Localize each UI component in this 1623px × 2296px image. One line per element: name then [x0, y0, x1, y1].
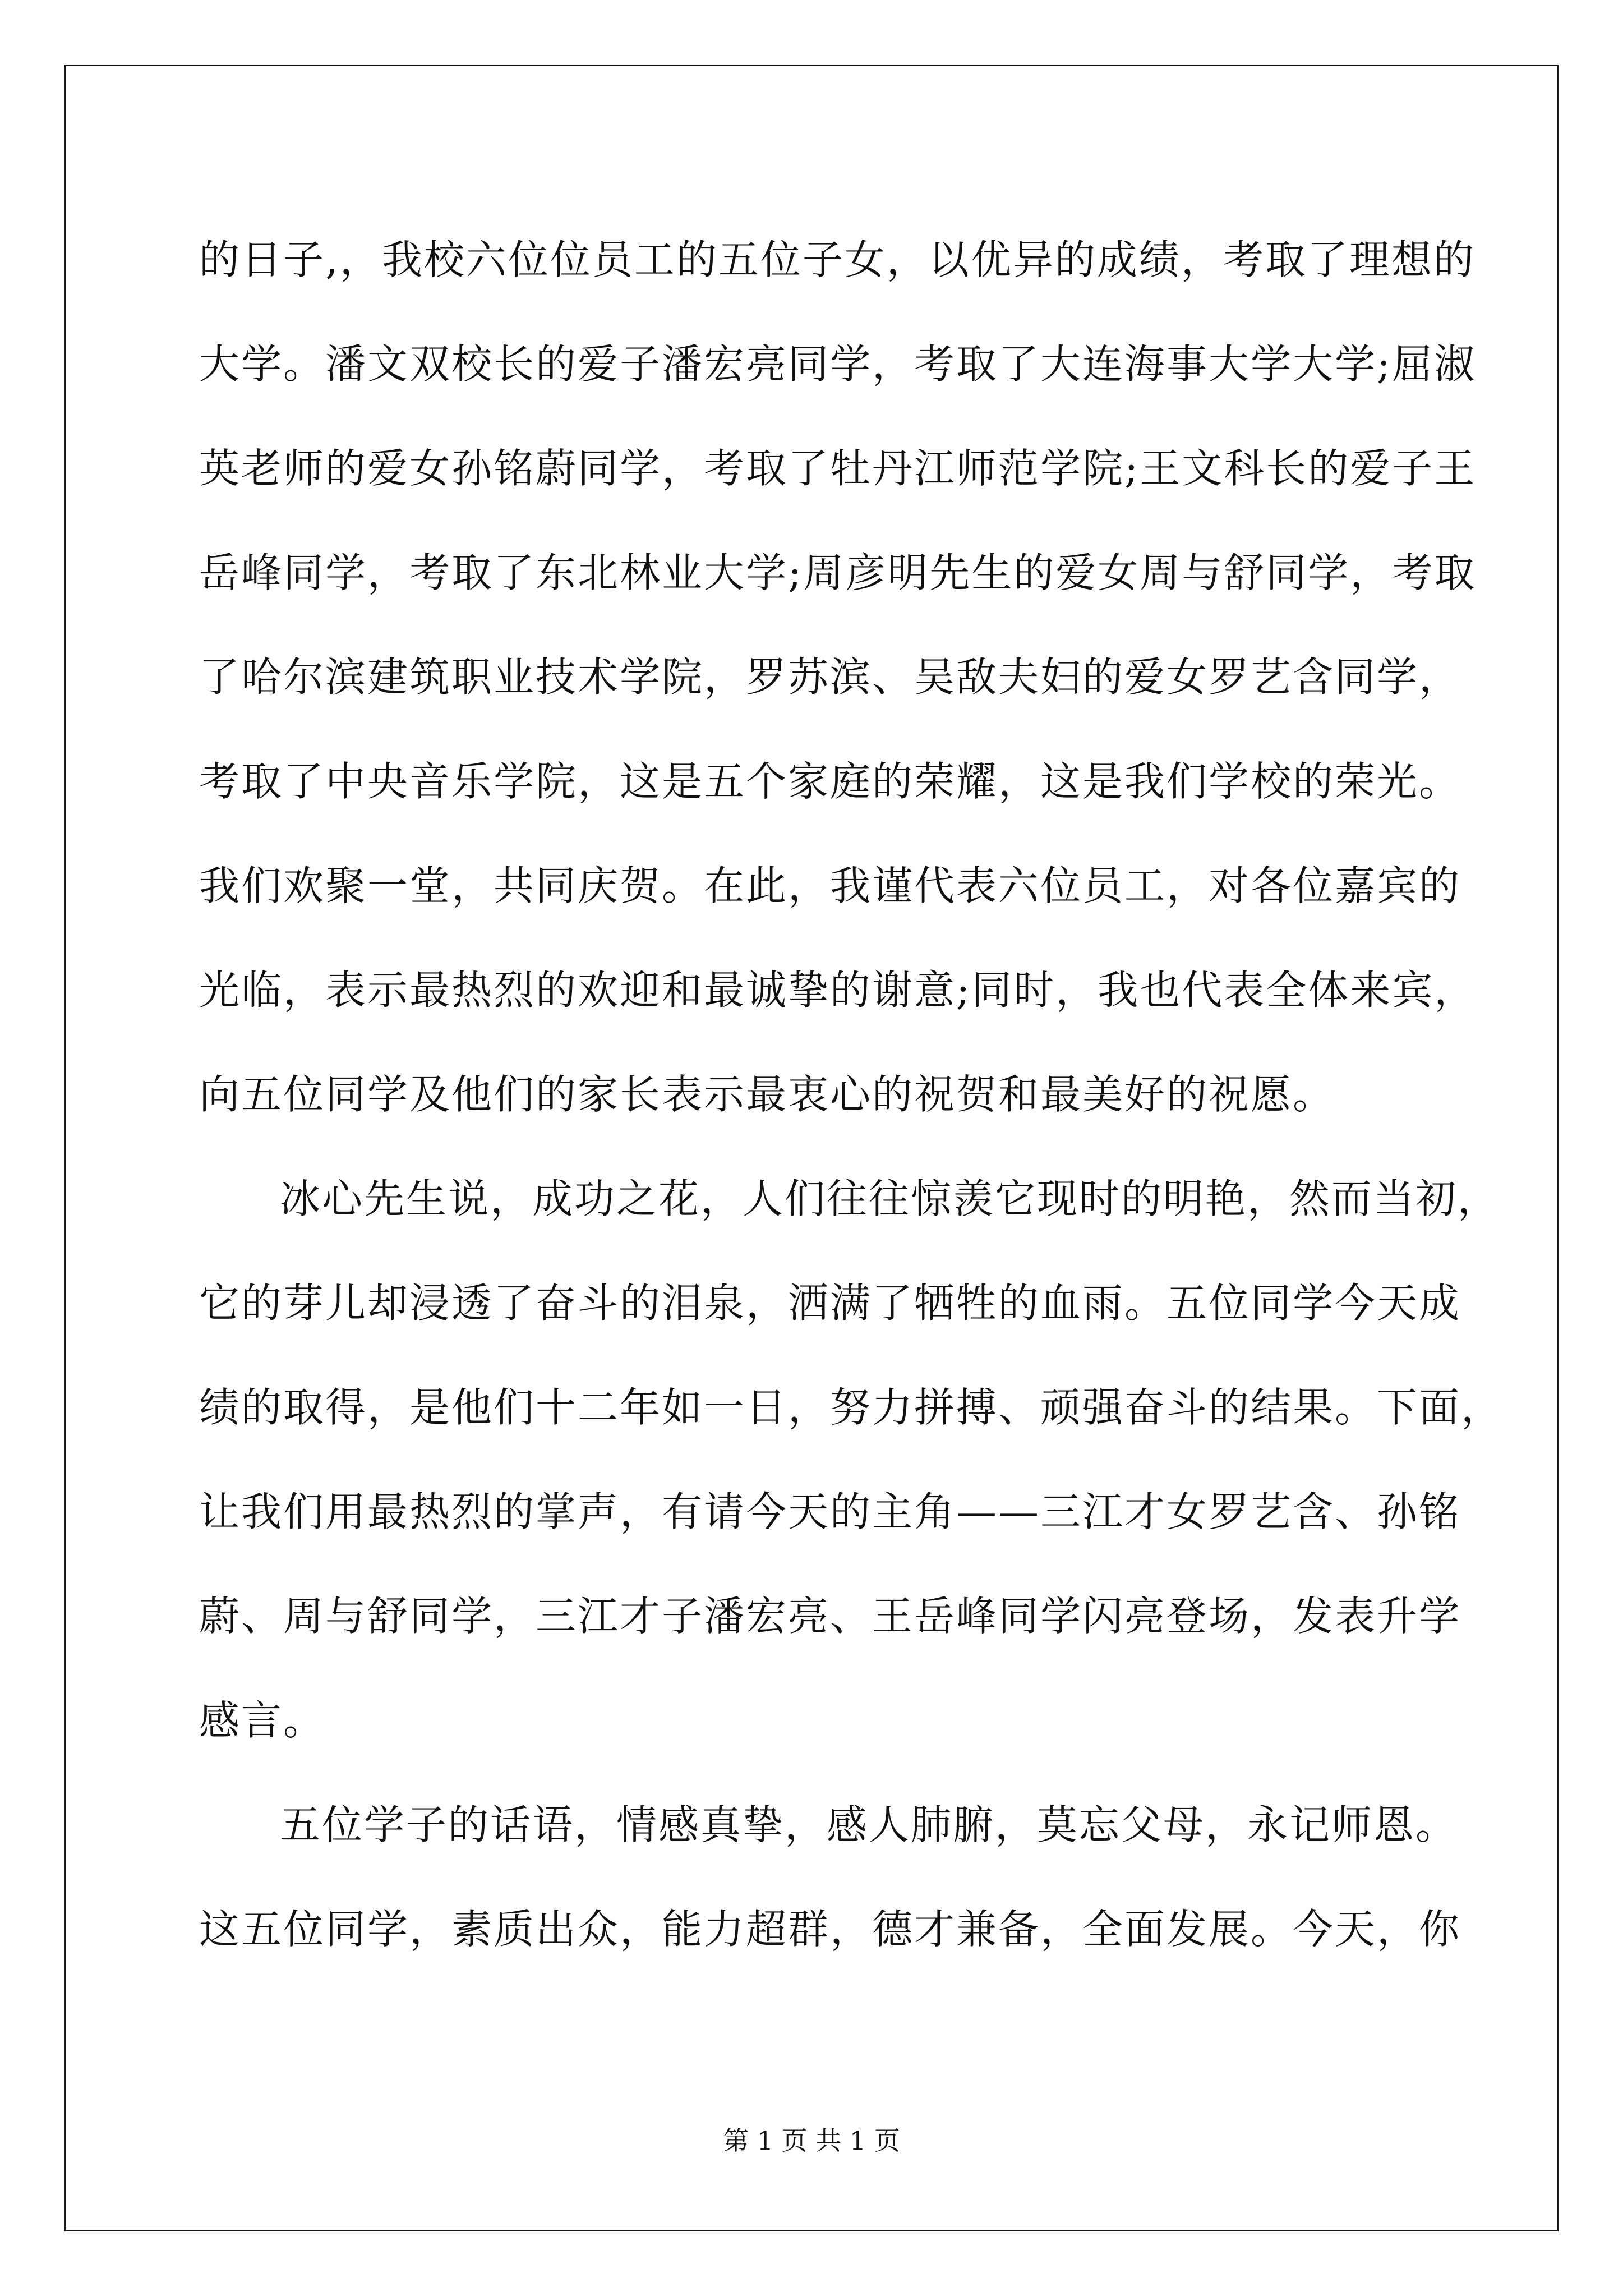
- text-line: 感言。: [199, 1697, 326, 1744]
- text-line: 大学。潘文双校长的爱子潘宏亮同学，考取了大连海事大学大学;屈淑: [199, 341, 1477, 388]
- paragraph-start-line: 冰心先生说，成功之花，人们往往惊羡它现时的明艳，然而当初，: [280, 1175, 1500, 1222]
- text-line: 岳峰同学，考取了东北林业大学;周彦明先生的爱女周与舒同学，考取: [199, 549, 1477, 596]
- text-line: 让我们用最热烈的掌声，有请今天的主角——三江才女罗艺含、孙铭: [199, 1488, 1461, 1535]
- text-line: 考取了中央音乐学院，这是五个家庭的荣耀，这是我们学校的荣光。: [199, 758, 1461, 805]
- text-line: 向五位同学及他们的家长表示最衷心的祝贺和最美好的祝愿。: [199, 1071, 1335, 1118]
- text-line: 这五位同学，素质出众，能力超群，德才兼备，全面发展。今天，你: [199, 1906, 1461, 1953]
- text-line: 英老师的爱女孙铭蔚同学，考取了牡丹江师范学院;王文科长的爱子王: [199, 445, 1477, 492]
- text-line: 我们欢聚一堂，共同庆贺。在此，我谨代表六位员工，对各位嘉宾的: [199, 862, 1461, 909]
- page-footer: 第 1 页 共 1 页: [723, 2125, 900, 2156]
- paragraph-start-line: 五位学子的话语，情感真挚，感人肺腑，莫忘父母，永记师恩。: [280, 1801, 1458, 1848]
- text-line: 了哈尔滨建筑职业技术学院，罗苏滨、吴敌夫妇的爱女罗艺含同学，: [199, 654, 1461, 701]
- text-line: 光临，表示最热烈的欢迎和最诚挚的谢意;同时，我也代表全体来宾，: [199, 967, 1477, 1014]
- text-line: 它的芽儿却浸透了奋斗的泪泉，洒满了牺牲的血雨。五位同学今天成: [199, 1280, 1461, 1327]
- text-line: 绩的取得，是他们十二年如一日，努力拼搏、顽强奋斗的结果。下面，: [199, 1384, 1504, 1431]
- document-body: [199, 208, 1504, 1981]
- text-line: 蔚、周与舒同学，三江才子潘宏亮、王岳峰同学闪亮登场，发表升学: [199, 1593, 1461, 1640]
- text-line: 的日子,，我校六位位员工的五位子女，以优异的成绩，考取了理想的: [199, 236, 1476, 283]
